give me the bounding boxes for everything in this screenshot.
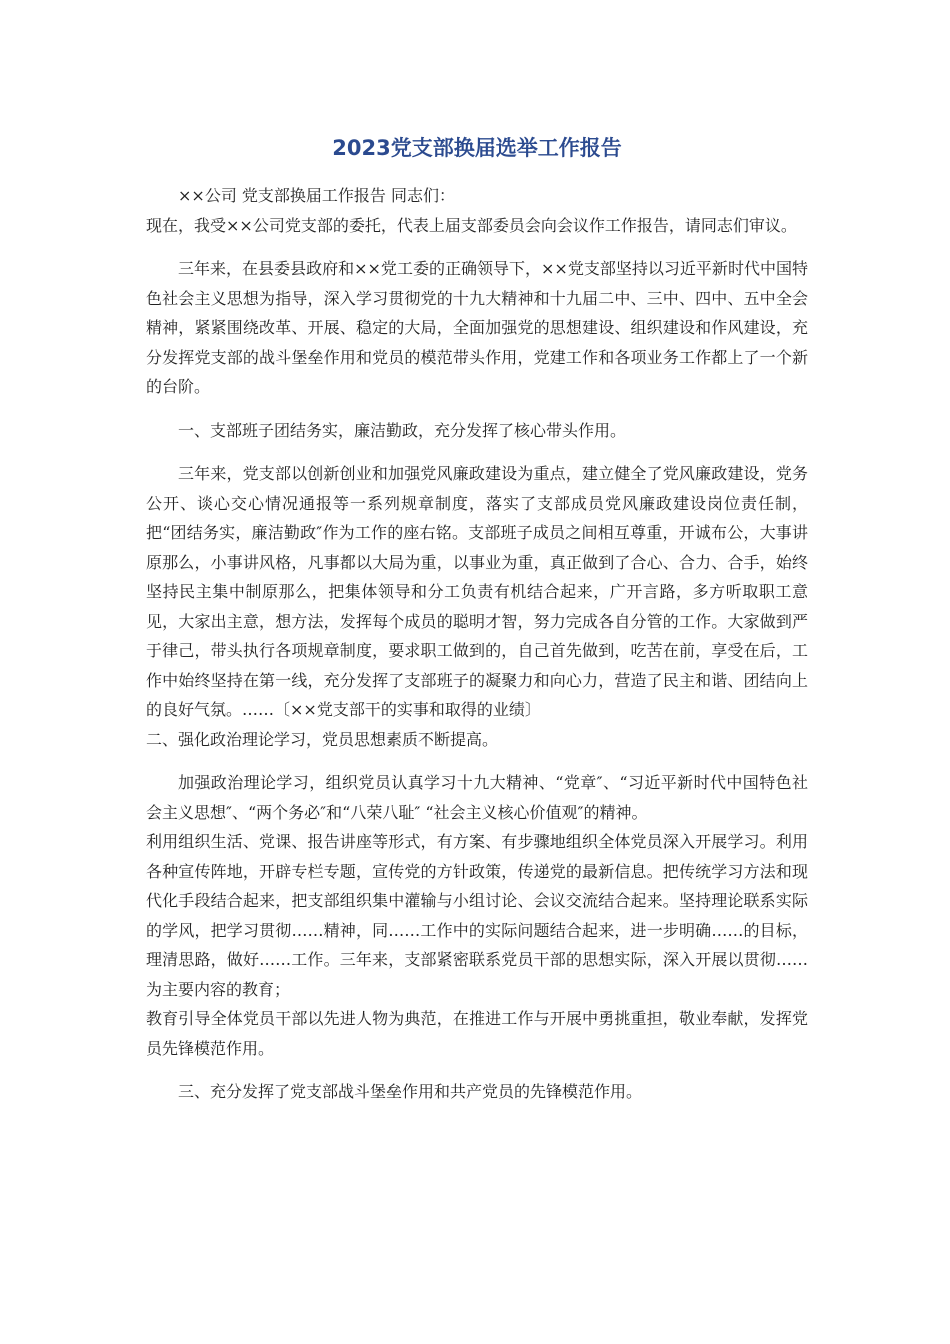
- paragraph-section-2a: 加强政治理论学习，组织党员认真学习十九大精神、“党章″、“习近平新时代中国特色社会主义思想″、“两个务必″和“八荣八耻″ “社会主义核心价值观″的精神。: [146, 773, 808, 822]
- section-heading-2: 二、强化政治理论学习，党员思想素质不断提高。: [146, 729, 499, 749]
- paragraph-salutation: ××公司 党支部换届工作报告 同志们：: [178, 186, 455, 205]
- paragraph-overview: 三年来，在县委县政府和××党工委的正确领导下，××党支部坚持以习近平新时代中国特色社会主义思想为指导，深入学习贯彻党的十九大精神和十九届二中、三中、四中、五中全会精神，紧紧围绕改革、开展、稳定的大局，全面加强党的思想建设、组织建设和作风建设，充分发挥党支部的战斗堡垒作用和党员的模范带头作用，党建工作和各项业务工作都上了一个新的台阶。: [146, 259, 808, 396]
- document-page: [146, 128, 808, 1107]
- paragraph-section-1: 三年来，党支部以创新创业和加强党风廉政建设为重点，建立健全了党风廉政建设，党务公开、谈心交心情况通报等一系列规章制度，落实了支部成员党风廉政建设岗位责任制，把“团结务实，廉洁勤政″作为工作的座右铭。支部班子成员之间相互尊重，开诚布公，大事讲原那么，小事讲风格，凡事都以大局为重，以事业为重，真正做到了合心、合力、合手，始终坚持民主集中制原那么，把集体领导和分工负责有机结合起来，广开言路，多方听取职工意见，大家出主意，想方法，发挥每个成员的聪明才智，努力完成各自分管的工作。大家做到严于律己，带头执行各项规章制度，要求职工做到的，自己首先做到，吃苦在前，享受在后，工作中始终坚持在第一线，充分发挥了支部班子的凝聚力和向心力，营造了民主和谐、团结向上的良好气氛。……〔××党支部干的实事和取得的业绩〕: [146, 464, 808, 719]
- section-heading-3: 三、充分发挥了党支部战斗堡垒作用和共产党员的先锋模范作用。: [178, 1082, 643, 1101]
- section-heading-1: 一、支部班子团结务实，廉洁勤政，充分发挥了核心带头作用。: [178, 420, 627, 440]
- paragraph-section-2b: 利用组织生活、党课、报告讲座等形式，有方案、有步骤地组织全体党员深入开展学习。利用各种宣传阵地，开辟专栏专题，宣传党的方针政策，传递党的最新信息。把传统学习方法和现代化手段结合起来，把支部组织集中灌输与小组讨论、会议交流结合起来。坚持理论联系实际的学风，把学习贯彻……精神，同……工作中的实际问题结合起来，进一步明确……的目标，理清思路，做好……工作。三年来，支部紧密联系党员干部的思想实际，深入开展以贯彻……为主要内容的教育；: [146, 832, 808, 999]
- paragraph-section-2c: 教育引导全体党员干部以先进人物为典范，在推进工作与开展中勇挑重担，敬业奉献，发挥党员先锋模范作用。: [146, 1009, 808, 1058]
- document-body: [146, 181, 808, 1107]
- document-title: 2023党支部换届选举工作报告: [332, 136, 622, 160]
- paragraph-intro: 现在，我受××公司党支部的委托，代表上届支部委员会向会议作工作报告，请同志们审议。: [146, 215, 797, 235]
